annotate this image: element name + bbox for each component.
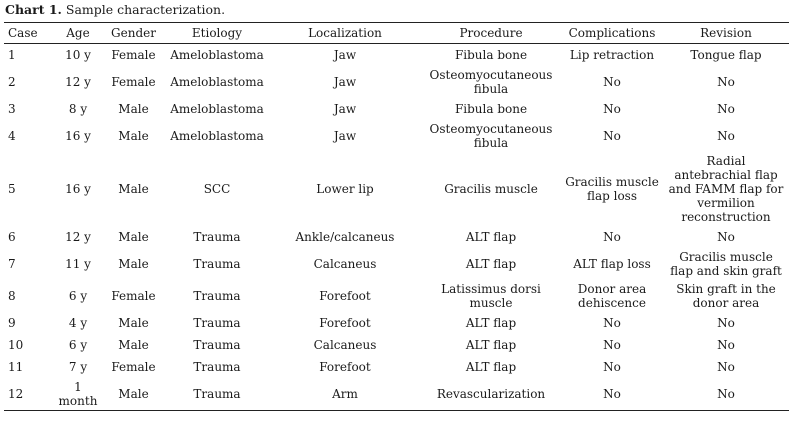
cell-gender: Male — [118, 181, 149, 196]
header-row — [4, 23, 789, 44]
cell-age: 12 y — [65, 74, 91, 89]
column-header-gender: Gender — [111, 26, 156, 40]
cell-gender: Female — [111, 288, 156, 303]
cell-procedure: ALT flap — [465, 315, 517, 330]
cell-gender: Male — [118, 315, 149, 330]
cell-revision: No — [717, 386, 735, 401]
cell-age: 11 y — [65, 256, 91, 271]
column-header-case: Case — [8, 26, 38, 40]
cell-procedure: ALT flap — [465, 229, 517, 244]
cell-localization: Forefoot — [319, 359, 371, 374]
table-row — [4, 248, 789, 280]
cell-complications: ALT flap loss — [573, 256, 651, 271]
table-body — [4, 44, 789, 411]
cell-etiology: Ameloblastoma — [170, 47, 264, 62]
cell-case: 5 — [8, 181, 16, 196]
cell-age: 6 y — [68, 288, 88, 303]
cell-etiology: Trauma — [193, 359, 241, 374]
table-caption — [5, 2, 225, 18]
cell-complications: No — [603, 337, 621, 352]
cell-etiology: Trauma — [193, 337, 241, 352]
cell-age: 1 month — [58, 379, 98, 408]
cell-complications: No — [603, 229, 621, 244]
table-row — [4, 378, 789, 411]
cell-procedure: Osteomyocutaneous fibula — [429, 121, 553, 150]
cell-localization: Calcaneus — [313, 256, 377, 271]
cell-revision: Skin graft in the donor area — [676, 281, 776, 310]
cell-case: 11 — [8, 359, 24, 374]
table-row — [4, 152, 789, 226]
cell-age: 16 y — [65, 128, 91, 143]
sample-characterization-table — [4, 22, 789, 411]
cell-revision: Radial antebrachial flap and FAMM flap for vermilion reconstruction — [668, 153, 784, 224]
cell-revision: Gracilis muscle flap and skin graft — [670, 249, 782, 278]
cell-localization: Jaw — [333, 128, 357, 143]
cell-gender: Male — [118, 256, 149, 271]
cell-revision: No — [717, 359, 735, 374]
cell-complications: No — [603, 101, 621, 116]
cell-complications: Donor area dehiscence — [577, 281, 647, 310]
cell-etiology: Ameloblastoma — [170, 101, 264, 116]
cell-age: 7 y — [68, 359, 88, 374]
cell-etiology: SCC — [203, 181, 231, 196]
cell-complications: No — [603, 74, 621, 89]
cell-case: 3 — [8, 101, 16, 116]
cell-procedure: Latissimus dorsi muscle — [441, 281, 541, 310]
cell-procedure: Osteomyocutaneous fibula — [429, 67, 553, 96]
column-header-age: Age — [66, 26, 90, 40]
column-header-revision: Revision — [700, 26, 752, 40]
column-header-complications: Complications — [568, 26, 656, 40]
cell-procedure: ALT flap — [465, 256, 517, 271]
cell-etiology: Trauma — [193, 229, 241, 244]
table-row — [4, 66, 789, 98]
column-header-localization: Localization — [308, 26, 382, 40]
cell-etiology: Trauma — [193, 315, 241, 330]
cell-complications: No — [603, 386, 621, 401]
cell-procedure: Fibula bone — [454, 47, 528, 62]
cell-procedure: Fibula bone — [454, 101, 528, 116]
cell-localization: Calcaneus — [313, 337, 377, 352]
cell-case: 6 — [8, 229, 16, 244]
cell-localization: Forefoot — [319, 315, 371, 330]
cell-complications: No — [603, 359, 621, 374]
cell-case: 1 — [8, 47, 16, 62]
cell-case: 4 — [8, 128, 16, 143]
cell-gender: Male — [118, 101, 149, 116]
cell-gender: Male — [118, 128, 149, 143]
cell-case: 10 — [8, 337, 24, 352]
cell-case: 9 — [8, 315, 16, 330]
cell-revision: No — [717, 128, 735, 143]
cell-revision: No — [717, 74, 735, 89]
cell-gender: Male — [118, 229, 149, 244]
cell-etiology: Trauma — [193, 288, 241, 303]
cell-localization: Arm — [332, 386, 358, 401]
cell-gender: Male — [118, 386, 149, 401]
cell-localization: Jaw — [333, 101, 357, 116]
cell-case: 7 — [8, 256, 16, 271]
cell-procedure: ALT flap — [465, 337, 517, 352]
table-row — [4, 334, 789, 356]
cell-procedure: Revascularization — [436, 386, 546, 401]
cell-procedure: Gracilis muscle — [444, 181, 538, 196]
cell-etiology: Trauma — [193, 256, 241, 271]
table-row — [4, 120, 789, 152]
cell-complications: No — [603, 315, 621, 330]
cell-revision: No — [717, 315, 735, 330]
table-row — [4, 98, 789, 120]
caption-text: Sample characterization. — [65, 2, 226, 17]
table-row — [4, 356, 789, 378]
cell-gender: Female — [111, 359, 156, 374]
cell-complications: No — [603, 128, 621, 143]
cell-gender: Female — [111, 47, 156, 62]
cell-revision: No — [717, 229, 735, 244]
table-row — [4, 226, 789, 248]
table-row — [4, 44, 789, 66]
cell-case: 8 — [8, 288, 16, 303]
cell-case: 12 — [8, 386, 24, 401]
cell-revision: Tongue flap — [690, 47, 762, 62]
cell-etiology: Ameloblastoma — [170, 128, 264, 143]
cell-case: 2 — [8, 74, 16, 89]
cell-gender: Female — [111, 74, 156, 89]
cell-localization: Ankle/calcaneus — [295, 229, 395, 244]
cell-gender: Male — [118, 337, 149, 352]
caption-label: Chart 1. — [5, 2, 62, 17]
cell-age: 8 y — [68, 101, 88, 116]
cell-revision: No — [717, 101, 735, 116]
column-header-etiology: Etiology — [191, 26, 243, 40]
cell-localization: Jaw — [333, 47, 357, 62]
cell-complications: Gracilis muscle flap loss — [565, 174, 659, 203]
cell-localization: Forefoot — [319, 288, 371, 303]
cell-complications: Lip retraction — [569, 47, 655, 62]
cell-etiology: Trauma — [193, 386, 241, 401]
cell-age: 4 y — [68, 315, 88, 330]
cell-etiology: Ameloblastoma — [170, 74, 264, 89]
cell-age: 12 y — [65, 229, 91, 244]
table-row — [4, 280, 789, 312]
cell-procedure: ALT flap — [465, 359, 517, 374]
column-header-procedure: Procedure — [459, 26, 523, 40]
table-row — [4, 312, 789, 334]
cell-age: 16 y — [65, 181, 91, 196]
cell-localization: Lower lip — [316, 181, 374, 196]
cell-revision: No — [717, 337, 735, 352]
cell-age: 10 y — [65, 47, 91, 62]
cell-localization: Jaw — [333, 74, 357, 89]
cell-age: 6 y — [68, 337, 88, 352]
